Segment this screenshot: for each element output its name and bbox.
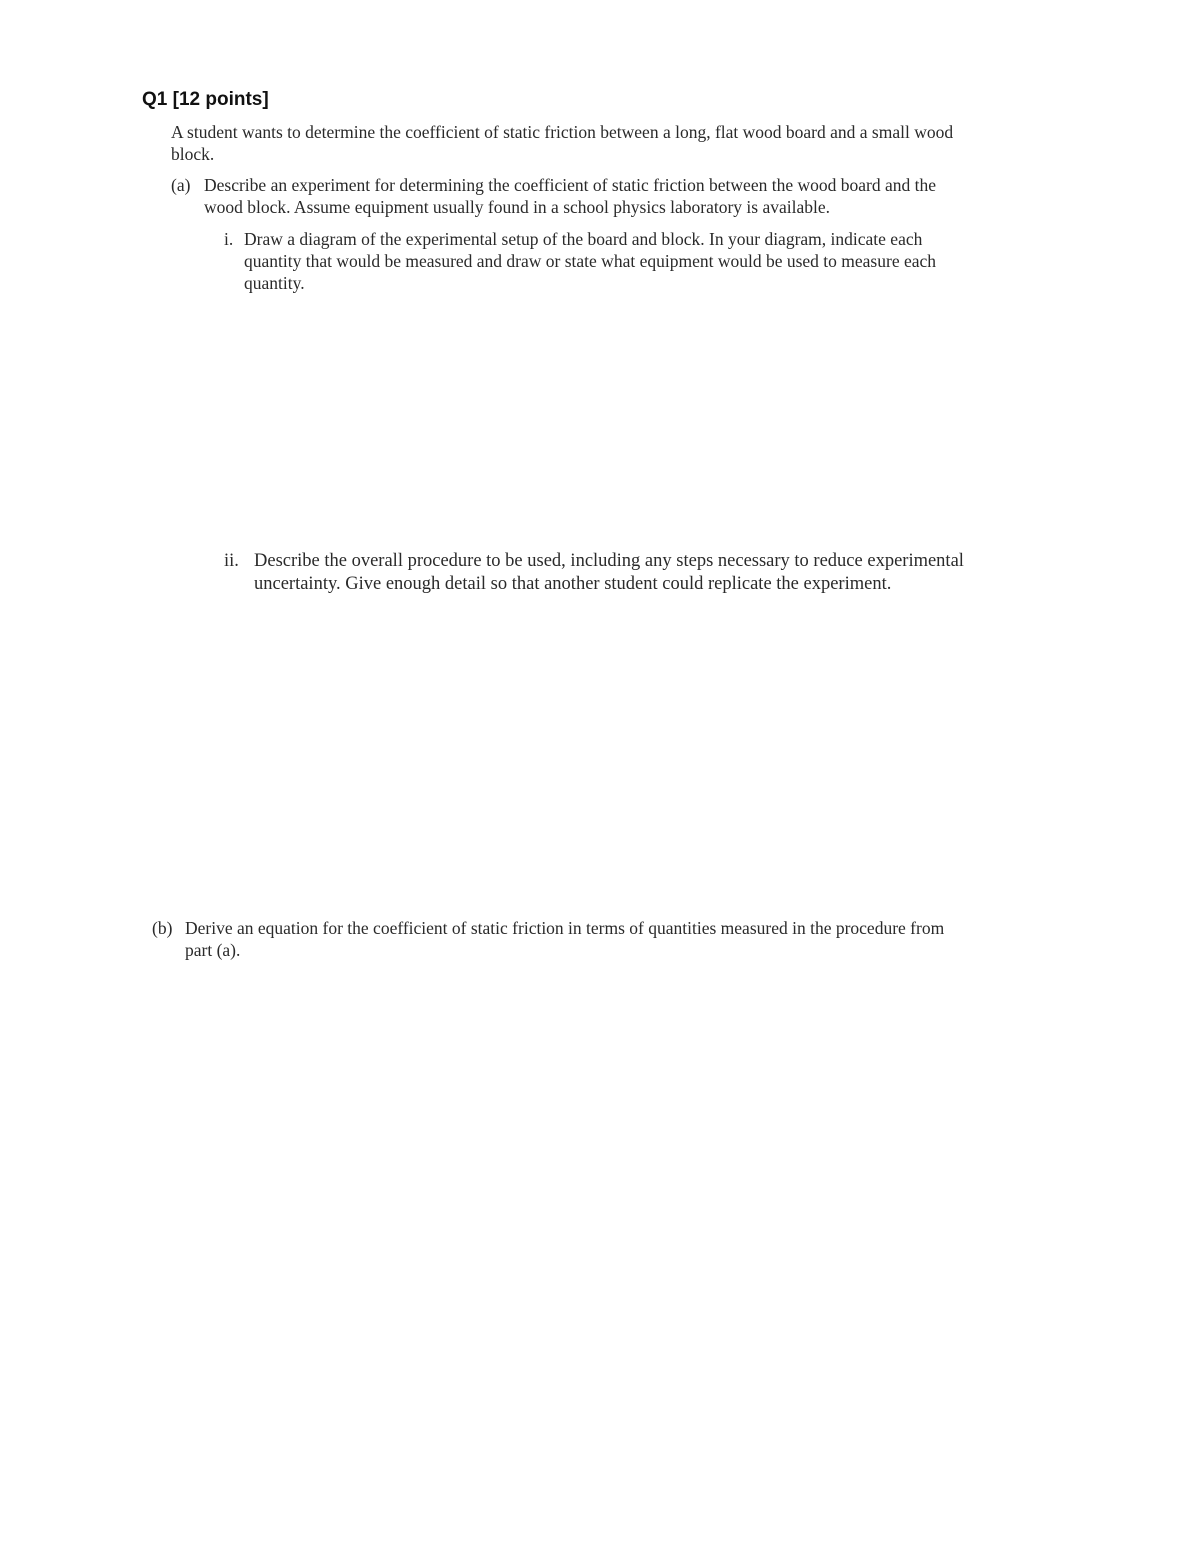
part-a-subpart-i [224,228,1014,294]
part-b-line: Derive an equation for the coefficient of static friction in terms of quantities measured in the procedure from [185,918,945,938]
part-a-label: (a) [171,175,191,195]
part-a-subpart-ii [224,550,1052,596]
subpart-i-line: quantity. [244,273,305,293]
intro-line: block. [171,144,215,164]
part-a-line: Describe an experiment for determining the coefficient of static friction between the wood board and the [204,175,936,195]
subpart-ii-text [254,550,1052,596]
intro-line: A student wants to determine the coefficient of static friction between a long, flat wood board and a small wood [171,122,954,142]
part-b-line: part (a). [185,940,241,960]
subpart-ii-label: ii. [224,551,239,571]
subpart-i-label: i. [224,229,234,249]
part-b-text [185,917,1037,961]
subpart-i-text [244,228,1014,294]
part-a [171,174,1016,218]
part-a-line: wood block. Assume equipment usually found in a school physics laboratory is available. [204,197,831,217]
question-title: Q1 [12 points] [142,89,269,110]
subpart-ii-line: uncertainty. Give enough detail so that another student could replicate the experiment. [254,574,892,594]
subpart-ii-line: Describe the overall procedure to be used, including any steps necessary to reduce experimental [254,551,964,571]
part-b-label: (b) [152,918,173,938]
subpart-i-line: Draw a diagram of the experimental setup of the board and block. In your diagram, indicate each [244,229,923,249]
part-a-text [204,174,1016,218]
subpart-i-line: quantity that would be measured and draw or state what equipment would be used to measure each [244,251,937,271]
part-b [152,917,1037,961]
question-intro [171,121,1041,165]
